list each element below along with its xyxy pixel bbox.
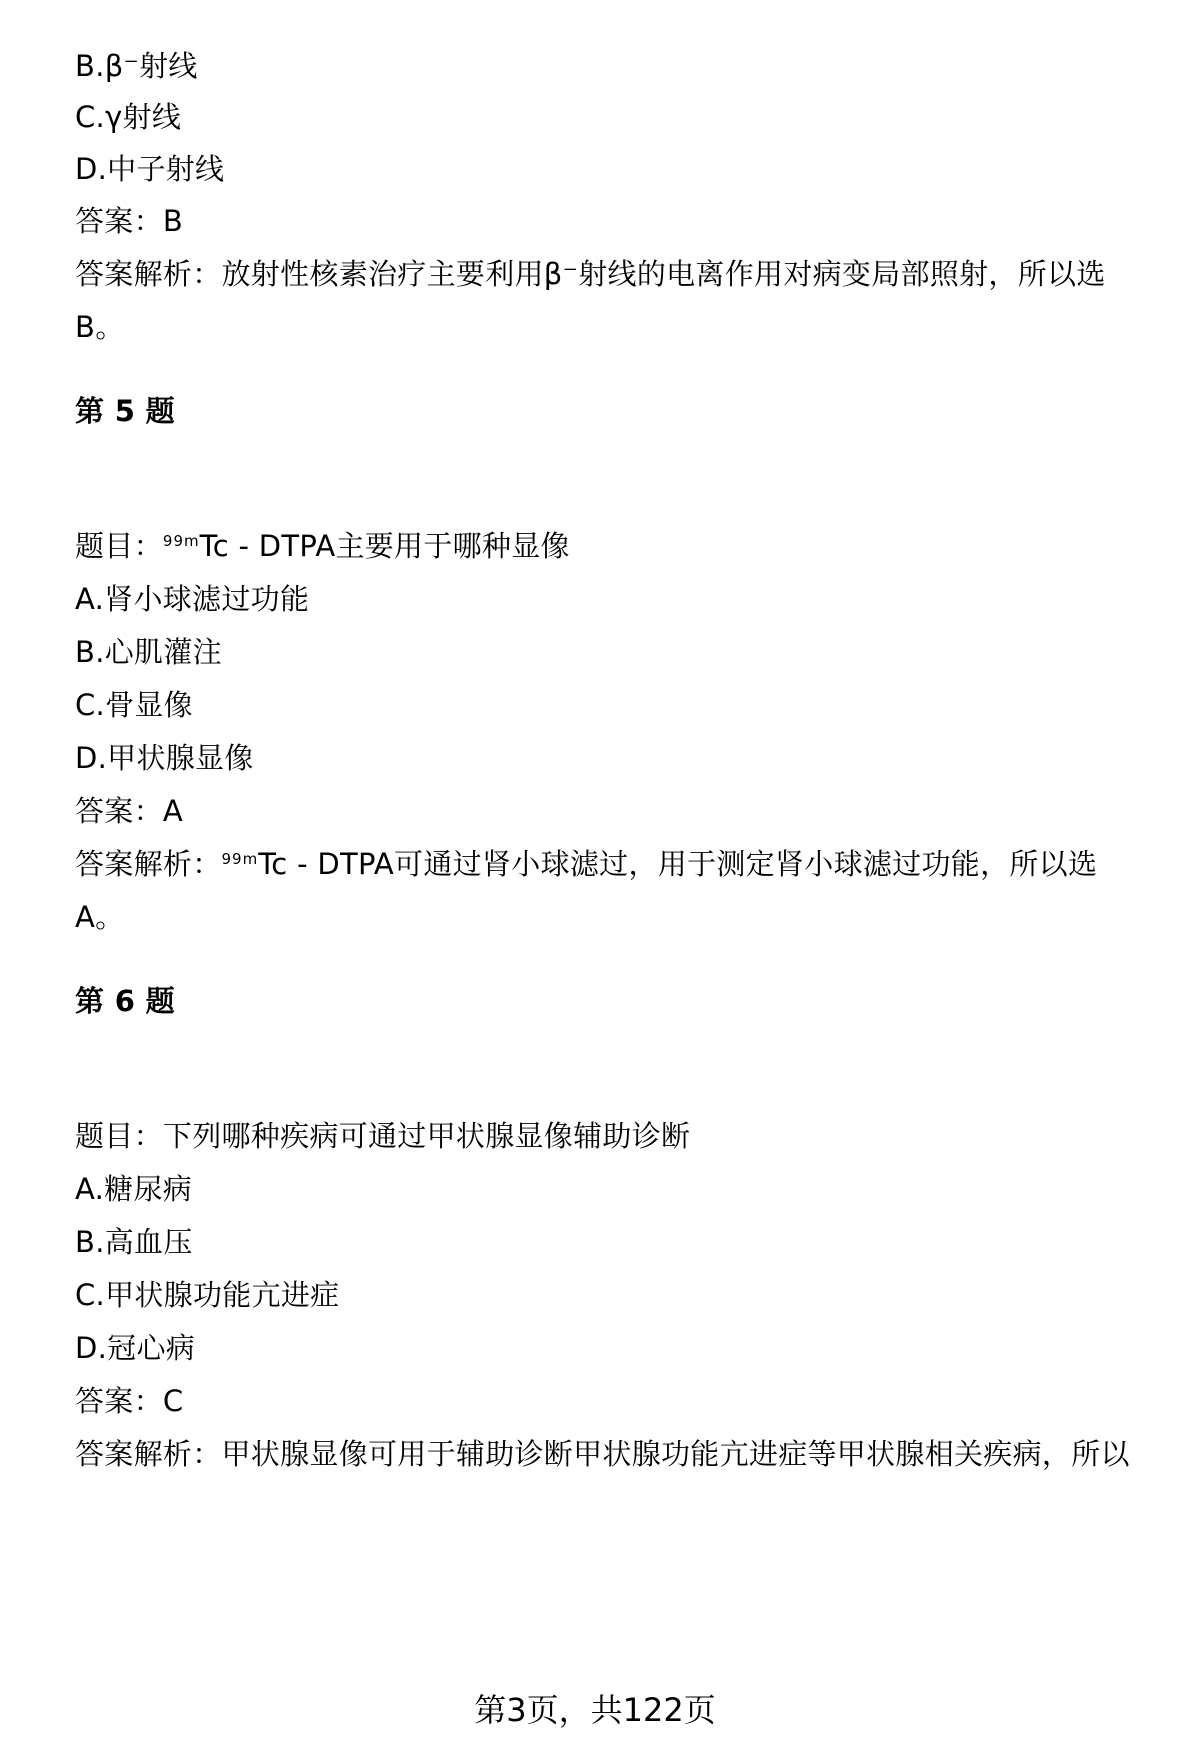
- q6-option-c: C.甲状腺功能亢进症: [75, 1278, 340, 1312]
- q5-option-b: B.心肌灌注: [75, 635, 222, 669]
- q6-answer: 答案：C: [75, 1384, 184, 1418]
- q4-option-b: B.β⁻射线: [75, 49, 198, 83]
- page-indicator: 第3页，共122页: [474, 1691, 716, 1729]
- q5-question-rest: Tc - DTPA主要用于哪种显像: [199, 529, 570, 563]
- q4-answer: 答案：B: [75, 204, 184, 238]
- q5-question-isotope: 99m: [162, 532, 200, 550]
- q5-option-a: A.肾小球滤过功能: [75, 582, 310, 616]
- q5-explanation-rest: Tc - DTPA可通过肾小球滤过，用于测定肾小球滤过功能，所以选: [258, 847, 1098, 881]
- q4-explanation-line2: B。: [75, 310, 125, 344]
- q5-answer: 答案：A: [75, 794, 184, 828]
- q5-question-prefix: 题目：: [75, 529, 163, 563]
- q5-option-c: C.骨显像: [75, 688, 193, 722]
- q6-heading: 第 6 题: [75, 984, 175, 1018]
- q4-option-c: C.γ射线: [75, 100, 182, 134]
- q6-question: 题目：下列哪种疾病可通过甲状腺显像辅助诊断: [75, 1119, 691, 1153]
- q5-heading: 第 5 题: [75, 394, 175, 428]
- q5-explanation-isotope: 99m: [221, 850, 259, 868]
- q5-question: [75, 527, 1135, 565]
- q5-explanation-line2: A。: [75, 900, 125, 934]
- q5-explanation-line1: [75, 845, 1135, 883]
- q5-explanation-prefix: 答案解析：: [75, 847, 222, 881]
- q5-option-d: D.甲状腺显像: [75, 741, 254, 775]
- q6-option-b: B.高血压: [75, 1225, 193, 1259]
- q6-option-a: A.糖尿病: [75, 1172, 193, 1206]
- q6-explanation-line1: 答案解析：甲状腺显像可用于辅助诊断甲状腺功能亢进症等甲状腺相关疾病，所以: [75, 1437, 1130, 1471]
- q4-explanation-line1: 答案解析：放射性核素治疗主要利用β⁻射线的电离作用对病变局部照射，所以选: [75, 257, 1106, 291]
- q4-option-d: D.中子射线: [75, 152, 225, 186]
- q6-option-d: D.冠心病: [75, 1331, 196, 1365]
